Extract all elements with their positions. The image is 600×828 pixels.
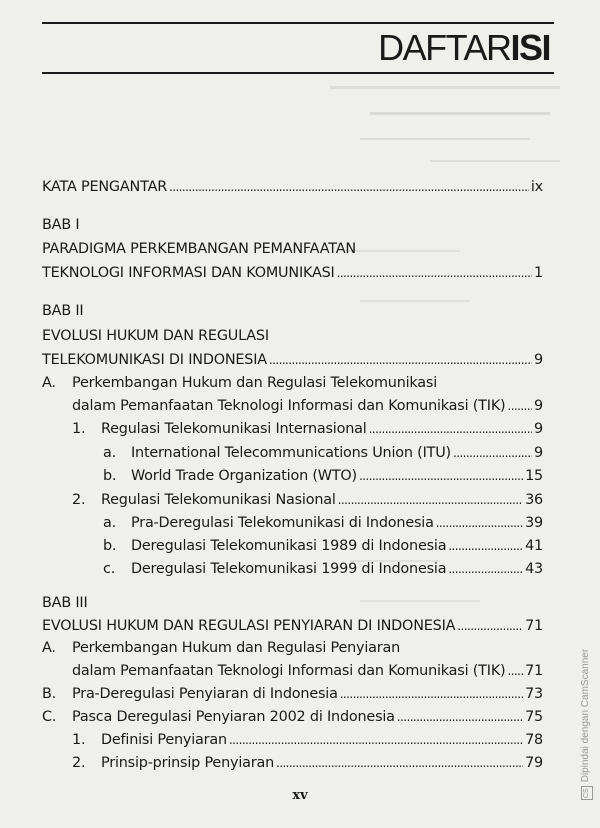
toc-page-number: 36 [525,492,543,508]
toc-entry [101,752,543,774]
toc-entry [101,418,543,440]
toc-entry [131,558,543,580]
toc-entry-marker: a. [103,515,116,531]
toc-entry-marker: 2. [72,492,86,508]
page-title-regular: DAFTAR [378,27,511,68]
toc-entry-label: dalam Pemanfaatan Teknologi Informasi dan Komunikasi (TIK) [72,398,506,414]
toc-page-number: 73 [525,686,543,702]
toc-entry-marker: a. [103,445,116,461]
toc-entry [72,395,543,417]
camscanner-badge-icon: CS [581,786,593,800]
toc-entry-marker-wrap [103,512,116,534]
page-title-bold: ISI [510,27,550,68]
toc-entry [42,615,543,637]
toc-entry-marker-wrap [103,465,116,487]
toc-entry-label: BAB III [42,595,88,611]
toc-page-number: 9 [534,421,543,437]
scanner-watermark [580,649,593,800]
toc-entry-marker: b. [103,538,117,554]
dot-leader [448,535,523,557]
toc-entry-label: EVOLUSI HUKUM DAN REGULASI PENYIARAN DI INDONESIA [42,618,456,634]
toc-page-number: 9 [534,352,543,368]
header-bottom-rule [42,72,554,74]
dot-leader [448,558,523,580]
page-folio: xv [292,788,308,803]
toc-page-number: 79 [525,755,543,771]
toc-entry-marker-wrap [72,489,85,511]
toc-entry-label: Pra-Deregulasi Telekomunikasi di Indonesia [131,515,434,531]
dot-leader [340,683,523,705]
toc-entry [72,683,543,705]
toc-entry-label: Regulasi Telekomunikasi Internasional [101,421,367,437]
toc-page-number: ix [530,179,543,195]
dot-leader [507,660,523,682]
dot-leader [453,442,532,464]
toc-page-number: 78 [525,732,543,748]
toc-entry-marker-wrap [72,752,85,774]
toc-entry-label: BAB II [42,303,84,319]
dot-leader [436,512,523,534]
toc-entry-marker: 1. [72,732,86,748]
toc-entry [131,465,543,487]
toc-entry-label: Pra-Deregulasi Penyiaran di Indonesia [72,686,338,702]
toc-entry [131,442,543,464]
header-top-rule [42,22,554,24]
toc-page-number: 15 [525,468,543,484]
dot-leader [269,349,532,371]
dot-leader [359,465,523,487]
toc-entry-marker-wrap [103,535,116,557]
toc-entry-marker: A. [42,375,56,391]
toc-page-number: 39 [525,515,543,531]
toc-page-number: 75 [525,709,543,725]
toc-page-number: 43 [525,561,543,577]
toc-entry-label: Pasca Deregulasi Penyiaran 2002 di Indonesia [72,709,395,725]
toc-entry-marker: B. [42,686,57,702]
toc-page-number: 1 [534,265,543,281]
toc-page-number: 71 [525,618,543,634]
toc-entry-text [72,372,437,394]
dot-leader [397,706,523,728]
toc-page-number: 71 [525,663,543,679]
toc-entry-marker: b. [103,468,117,484]
toc-entry-marker: c. [103,561,116,577]
toc-entry [131,535,543,557]
toc-entry [42,372,56,394]
toc-entry-label: EVOLUSI HUKUM DAN REGULASI [42,328,269,344]
chapter-title [42,238,356,260]
toc-entry-marker-wrap [103,442,116,464]
toc-page-number: 41 [525,538,543,554]
dot-leader [369,418,532,440]
toc-entry [131,512,543,534]
toc-entry-label: Deregulasi Telekomunikasi 1989 di Indonesia [131,538,447,554]
toc-page-number: 9 [534,445,543,461]
toc-entry-marker-wrap [103,558,115,580]
toc-entry-marker-wrap [72,729,85,751]
toc-entry-label: BAB I [42,217,80,233]
toc-entry-label: Perkembangan Hukum dan Regulasi Penyiaran [72,640,401,656]
toc-entry-marker-wrap [42,706,56,728]
dot-leader [229,729,523,751]
toc-entry-label: TELEKOMUNIKASI DI INDONESIA [42,352,267,368]
toc-entry-marker: A. [42,640,56,656]
dot-leader [338,489,523,511]
page-title [378,27,550,69]
toc-entry [42,176,543,198]
toc-entry [101,489,543,511]
toc-entry [72,660,543,682]
chapter-heading [42,214,79,236]
chapter-heading [42,300,83,322]
toc-entry-marker: C. [42,709,57,725]
toc-entry [42,262,543,284]
toc-entry-label: Deregulasi Telekomunikasi 1999 di Indonesia [131,561,447,577]
toc-entry [72,706,543,728]
toc-entry-marker: 2. [72,755,86,771]
toc-entry [42,349,543,371]
toc-entry-marker-wrap [72,418,85,440]
toc-entry-label: TEKNOLOGI INFORMASI DAN KOMUNIKASI [42,265,335,281]
toc-entry-label: Prinsip-prinsip Penyiaran [101,755,274,771]
dot-leader [276,752,523,774]
toc-entry-label: PARADIGMA PERKEMBANGAN PEMANFAATAN [42,241,356,257]
toc-page-number: 9 [534,398,543,414]
chapter-title [42,325,269,347]
dot-leader [337,262,532,284]
toc-entry [101,729,543,751]
toc-entry-label: Regulasi Telekomunikasi Nasional [101,492,336,508]
toc-entry-marker-wrap [42,637,56,659]
scanner-watermark-text: Dipindai dengan CamScanner [580,648,591,783]
chapter-heading [42,592,88,614]
toc-entry-text [72,637,400,659]
dot-leader [507,395,532,417]
toc-entry-label: Perkembangan Hukum dan Regulasi Telekomunikasi [72,375,438,391]
toc-entry-label: dalam Pemanfaatan Teknologi Informasi dan Komunikasi (TIK) [72,663,506,679]
toc-entry-label: KATA PENGANTAR [42,179,168,195]
dot-leader [457,615,523,637]
toc-entry-marker: 1. [72,421,86,437]
toc-entry-label: World Trade Organization (WTO) [131,468,357,484]
dot-leader [169,176,529,198]
toc-entry-label: International Telecommunications Union (ITU) [131,445,451,461]
toc-entry-label: Definisi Penyiaran [101,732,227,748]
toc-entry-marker-wrap [42,683,56,705]
